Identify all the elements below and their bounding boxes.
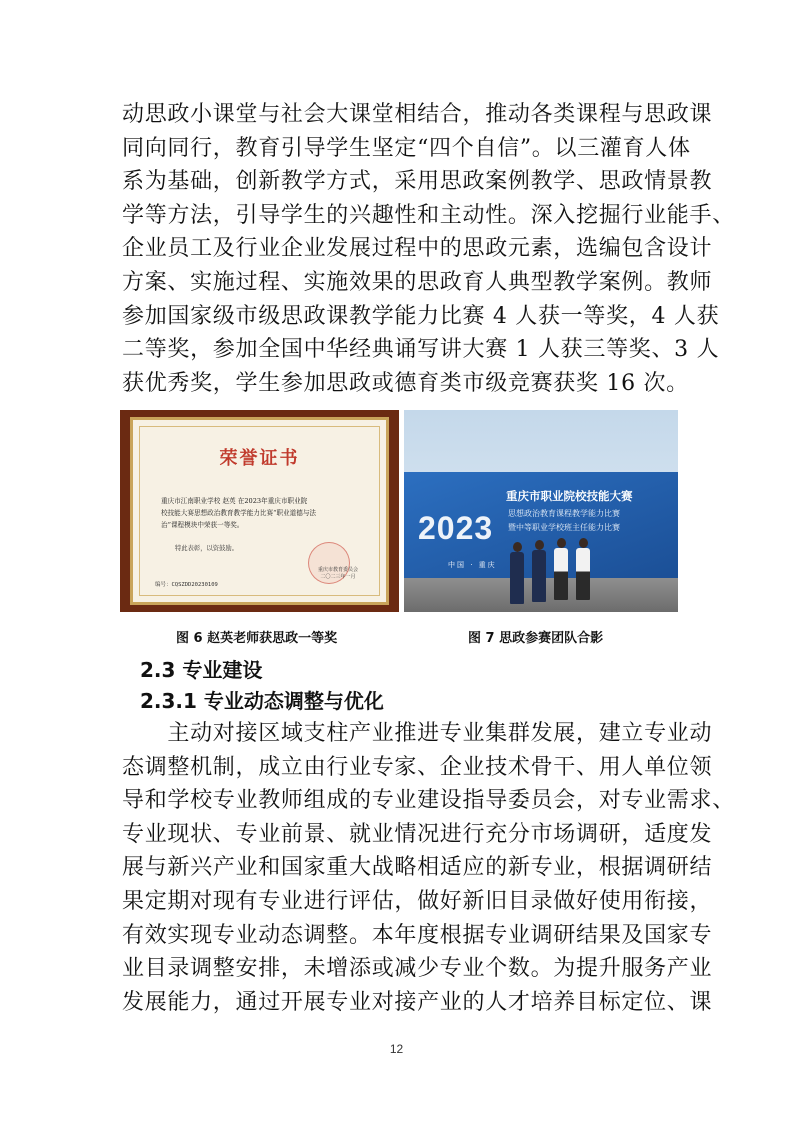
certificate-issuer: 重庆市教育委员会 <box>317 567 358 573</box>
figure-6-caption: 图 6 赵英老师获思政一等奖 <box>176 631 338 646</box>
certificate-photo <box>120 410 399 612</box>
paragraph-line: 方案、实施过程、实施效果的思政育人典型教学案例。教师 <box>122 269 713 295</box>
paragraph-line: 系为基础，创新教学方式，采用思政案例教学、思政情景教 <box>122 169 713 195</box>
paragraph-line: 态调整机制，成立由行业专家、企业技术骨干、用人单位领 <box>122 754 713 780</box>
certificate-issuer-block <box>318 566 358 580</box>
certificate-line: 校技能大赛思想政治教育教学能力比赛“职业道德与法 <box>161 509 317 517</box>
paragraph-line: 二等奖，参加全国中华经典诵写讲大赛 1 人获三等奖、3 人 <box>122 337 720 363</box>
page-number: 12 <box>389 1042 404 1056</box>
team-member <box>508 542 526 606</box>
paragraph-line: 展与新兴产业和国家重大战略相适应的新专业，根据调研结 <box>122 855 713 881</box>
paragraph-line: 业目录调整安排，未增添或减少专业个数。为提升服务产业 <box>122 956 713 982</box>
paragraph-line: 主动对接区域支柱产业推进专业集群发展，建立专业动 <box>122 721 713 746</box>
banner-location: 中国 · 重庆 <box>448 561 497 569</box>
body-paragraph-ideological-education <box>122 98 735 400</box>
subsection-heading: 2.3.1 专业动态调整与优化 <box>140 689 384 713</box>
certificate-number: 编号：CQSZDD20230109 <box>155 582 218 588</box>
paragraph-line: 学等方法，引导学生的兴趣性和主动性。深入挖掘行业能手、 <box>122 202 735 228</box>
team-member <box>552 538 570 606</box>
team-member <box>530 540 548 606</box>
banner-subtitle: 思想政治教育课程教学能力比赛 <box>508 509 620 518</box>
paragraph-line: 导和学校专业教师组成的专业建设指导委员会，对专业需求、 <box>122 788 735 814</box>
body-paragraph-program-adjustment <box>122 717 735 1019</box>
paragraph-line: 动思政小课堂与社会大课堂相结合，推动各类课程与思政课 <box>122 102 713 127</box>
banner-year: 2023 <box>418 510 494 546</box>
team-group-photo <box>404 410 678 612</box>
certificate-line: 重庆市江南职业学校 赵英 在2023年重庆市职业院 <box>161 497 308 505</box>
paragraph-line: 有效实现专业动态调整。本年度根据专业调研结果及国家专 <box>122 922 713 948</box>
banner-subtitle-2: 暨中等职业学校班主任能力比赛 <box>508 523 620 532</box>
paragraph-line: 专业现状、专业前景、就业情况进行充分市场调研，适度发 <box>122 821 713 847</box>
certificate-line: 治”课程模块中荣获一等奖。 <box>161 521 244 529</box>
paragraph-line: 参加国家级市级思政课教学能力比赛 4 人获一等奖，4 人获 <box>122 303 720 329</box>
team-member <box>574 538 592 606</box>
section-heading: 2.3 专业建设 <box>140 658 263 682</box>
paragraph-line: 企业员工及行业企业发展过程中的思政元素，选编包含设计 <box>122 236 713 262</box>
paragraph-line: 获优秀奖，学生参加思政或德育类市级竞赛获奖 16 次。 <box>122 370 689 396</box>
certificate-body <box>161 495 362 531</box>
certificate-praise: 特此表彰，以资鼓励。 <box>175 545 238 552</box>
paragraph-line: 果定期对现有专业进行评估，做好新旧目录做好使用衔接， <box>122 888 713 914</box>
certificate-date: 二〇二三年一月 <box>320 574 356 580</box>
certificate-title: 荣誉证书 <box>219 448 300 469</box>
banner-title: 重庆市职业院校技能大赛 <box>506 489 633 503</box>
paragraph-line: 发展能力，通过开展专业对接产业的人才培养目标定位、课 <box>122 989 713 1015</box>
paragraph-line: 同向同行，教育引导学生坚定“四个自信”。以三灌育人体 <box>122 135 691 161</box>
figure-7-caption: 图 7 思政参赛团队合影 <box>468 631 604 646</box>
certificate <box>130 417 389 605</box>
